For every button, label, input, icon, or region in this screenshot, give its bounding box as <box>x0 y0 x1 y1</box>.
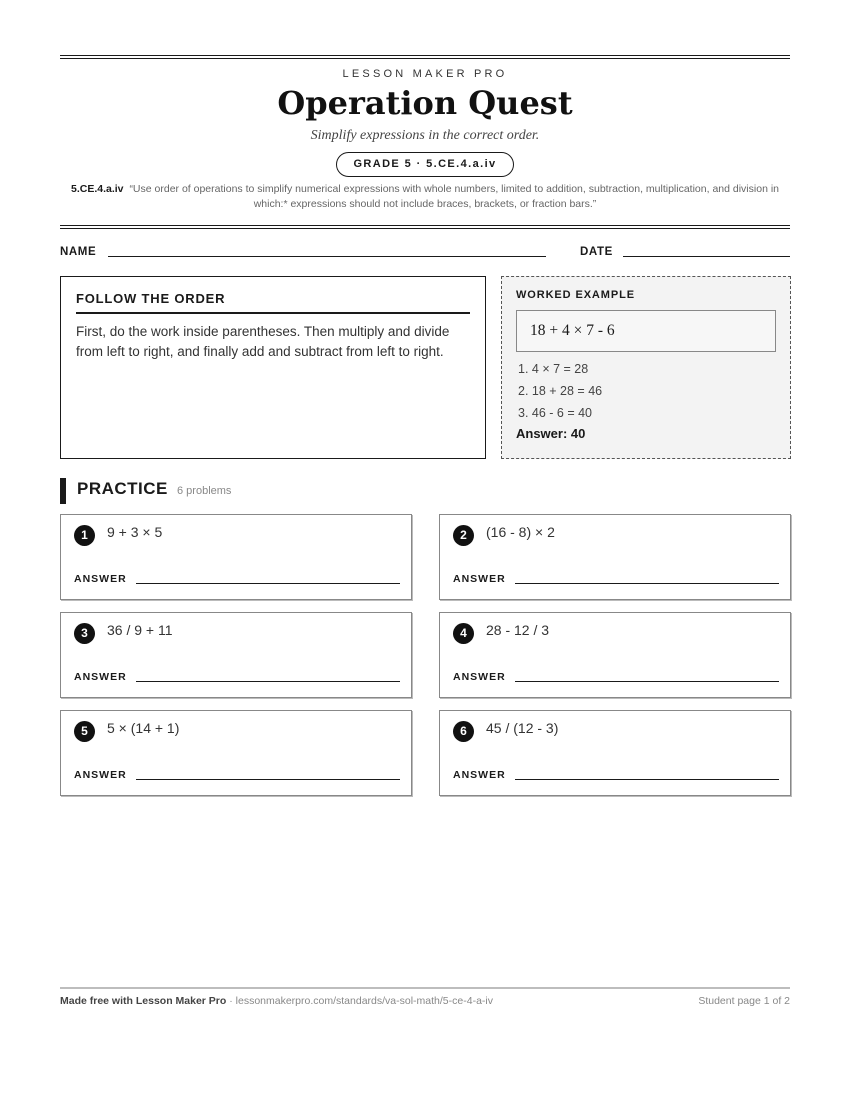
follow-order-text: First, do the work inside parentheses. Then multiply and divide from left to right, and finally add and subtract from left to right. <box>76 324 450 359</box>
problem-number-badge: 4 <box>453 623 474 644</box>
answer-field[interactable] <box>515 779 779 780</box>
answer-label: ANSWER <box>453 671 506 683</box>
grade-badge: GRADE 5 · 5.CE.4.a.iv <box>336 152 514 177</box>
problem-expression: 45 / (12 - 3) <box>486 720 559 736</box>
worked-example-answer: Answer: 40 <box>516 426 586 441</box>
problem-number-badge: 3 <box>74 623 95 644</box>
brand-name: LESSON MAKER PRO <box>342 68 508 80</box>
follow-order-heading: FOLLOW THE ORDER <box>76 291 470 314</box>
practice-heading: PRACTICE <box>77 479 168 498</box>
header-bottom-rule <box>60 225 790 229</box>
standard-text: “Use order of operations to simplify numerical expressions with whole numbers, limited to addition, subtraction, multiplication, and division in which:* expressions should not include braces, brackets, or fraction bars.” <box>129 183 779 210</box>
problem-card-6 <box>439 710 791 796</box>
problem-expression: 28 - 12 / 3 <box>486 622 550 638</box>
answer-label: ANSWER <box>453 769 506 781</box>
worked-example-box <box>501 276 791 459</box>
date-field[interactable] <box>623 256 790 257</box>
practice-accent-bar <box>60 478 66 504</box>
standard-code: 5.CE.4.a.iv <box>70 183 124 195</box>
problem-number-badge: 6 <box>453 721 474 742</box>
problem-number-badge: 2 <box>453 525 474 546</box>
footer-credit <box>60 995 493 1007</box>
answer-label: ANSWER <box>74 769 127 781</box>
name-label: NAME <box>60 246 97 258</box>
footer-rule <box>60 987 790 989</box>
worksheet-subtitle: Simplify expressions in the correct order. <box>310 128 540 143</box>
problem-card-4 <box>439 612 791 698</box>
footer-page-number: Student page 1 of 2 <box>698 995 790 1007</box>
answer-label: ANSWER <box>74 671 127 683</box>
worked-example-step: 1. 4 × 7 = 28 <box>518 362 589 376</box>
answer-field[interactable] <box>136 681 400 682</box>
problem-card-5 <box>60 710 412 796</box>
answer-field[interactable] <box>136 779 400 780</box>
answer-field[interactable] <box>136 583 400 584</box>
problem-number-badge: 1 <box>74 525 95 546</box>
worksheet-title: Operation Quest <box>277 84 573 122</box>
answer-field[interactable] <box>515 583 779 584</box>
practice-count: 6 problems <box>177 485 232 497</box>
worked-example-step: 3. 46 - 6 = 40 <box>518 406 593 420</box>
footer-made-with: Made free with Lesson Maker Pro <box>60 995 227 1007</box>
problem-expression: (16 - 8) × 2 <box>486 524 555 540</box>
standard-description <box>60 182 790 212</box>
problem-expression: 36 / 9 + 11 <box>107 622 173 638</box>
problem-card-1 <box>60 514 412 600</box>
problem-card-3 <box>60 612 412 698</box>
answer-field[interactable] <box>515 681 779 682</box>
date-label: DATE <box>580 246 613 258</box>
worked-example-expression: 18 + 4 × 7 - 6 <box>516 310 776 352</box>
problem-expression: 9 + 3 × 5 <box>107 524 163 540</box>
problem-card-2 <box>439 514 791 600</box>
follow-order-box <box>60 276 486 459</box>
header-top-rule <box>60 55 790 59</box>
problem-expression: 5 × (14 + 1) <box>107 720 180 736</box>
problem-number-badge: 5 <box>74 721 95 742</box>
name-field[interactable] <box>108 256 546 257</box>
answer-label: ANSWER <box>74 573 127 585</box>
footer-url[interactable]: · lessonmakerpro.com/standards/va-sol-math/5-ce-4-a-iv <box>226 995 493 1007</box>
worked-example-step: 2. 18 + 28 = 46 <box>518 384 603 398</box>
worked-example-heading: WORKED EXAMPLE <box>516 289 635 301</box>
answer-label: ANSWER <box>453 573 506 585</box>
worked-example-steps <box>516 358 776 424</box>
